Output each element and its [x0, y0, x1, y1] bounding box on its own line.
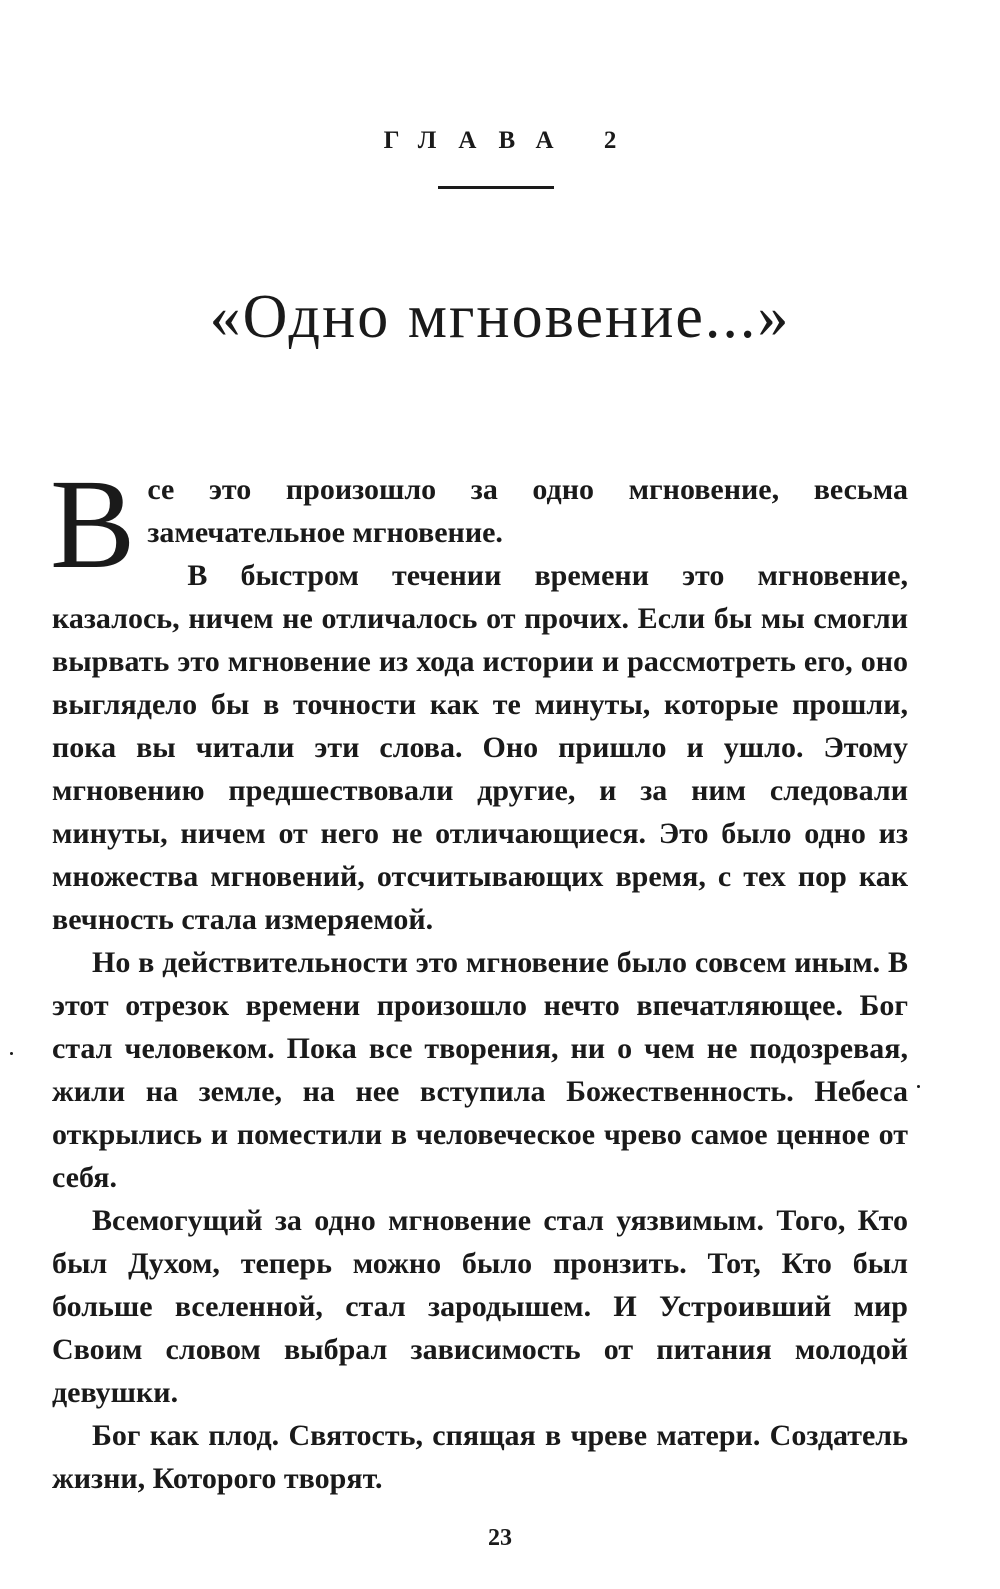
paragraph-2: В быстром течении времени это мгновение, казалось, ничем не отличалось от прочих. Если бы мы смогли вырвать это мгновение из хода истории и рассмотреть его, оно выглядело бы в точности как те минуты, которые прошли, пока вы читали эти слова. Оно пришло и ушло. Этому мгновению предшествовали другие, и за ним следовали минуты, ничем от него не отличающиеся. Это было одно из множества мгновений, отсчитывающих время, с тех пор как вечность стала измеряемой. — [52, 559, 908, 936]
paragraph-4: Всемогущий за одно мгновение стал уязвимым. Того, Кто был Духом, теперь можно было пронзить. Тот, Кто был больше вселенной, стал зародышем. И Устроивший мир Своим словом выбрал зависимость от питания молодой девушки. — [52, 1204, 908, 1409]
paragraph-5: Бог как плод. Святость, спящая в чреве матери. Создатель жизни, Которого творят. — [52, 1419, 908, 1495]
paragraph-1: се это произошло за одно мгновение, весьма замечательное мгновение. — [147, 473, 908, 549]
margin-speck-right — [917, 1085, 920, 1088]
body-text — [50, 453, 908, 1500]
margin-speck-left — [10, 1052, 13, 1055]
page-number: 23 — [488, 1525, 512, 1551]
paragraph-3: Но в действительности это мгновение было совсем иным. В этот отрезок времени произошло нечто впечатляющее. Бог стал человеком. Пока все творения, ни о чем не подозревая, жили на земле, на нее вступила Божественность. Небеса открылись и поместили в человеческое чрево самое ценное от себя. — [52, 946, 908, 1194]
chapter-divider — [438, 186, 554, 189]
chapter-label: ГЛАВА 2 — [383, 127, 639, 154]
drop-cap: В — [50, 453, 136, 595]
chapter-title: «Одно мгновение...» — [209, 283, 791, 351]
